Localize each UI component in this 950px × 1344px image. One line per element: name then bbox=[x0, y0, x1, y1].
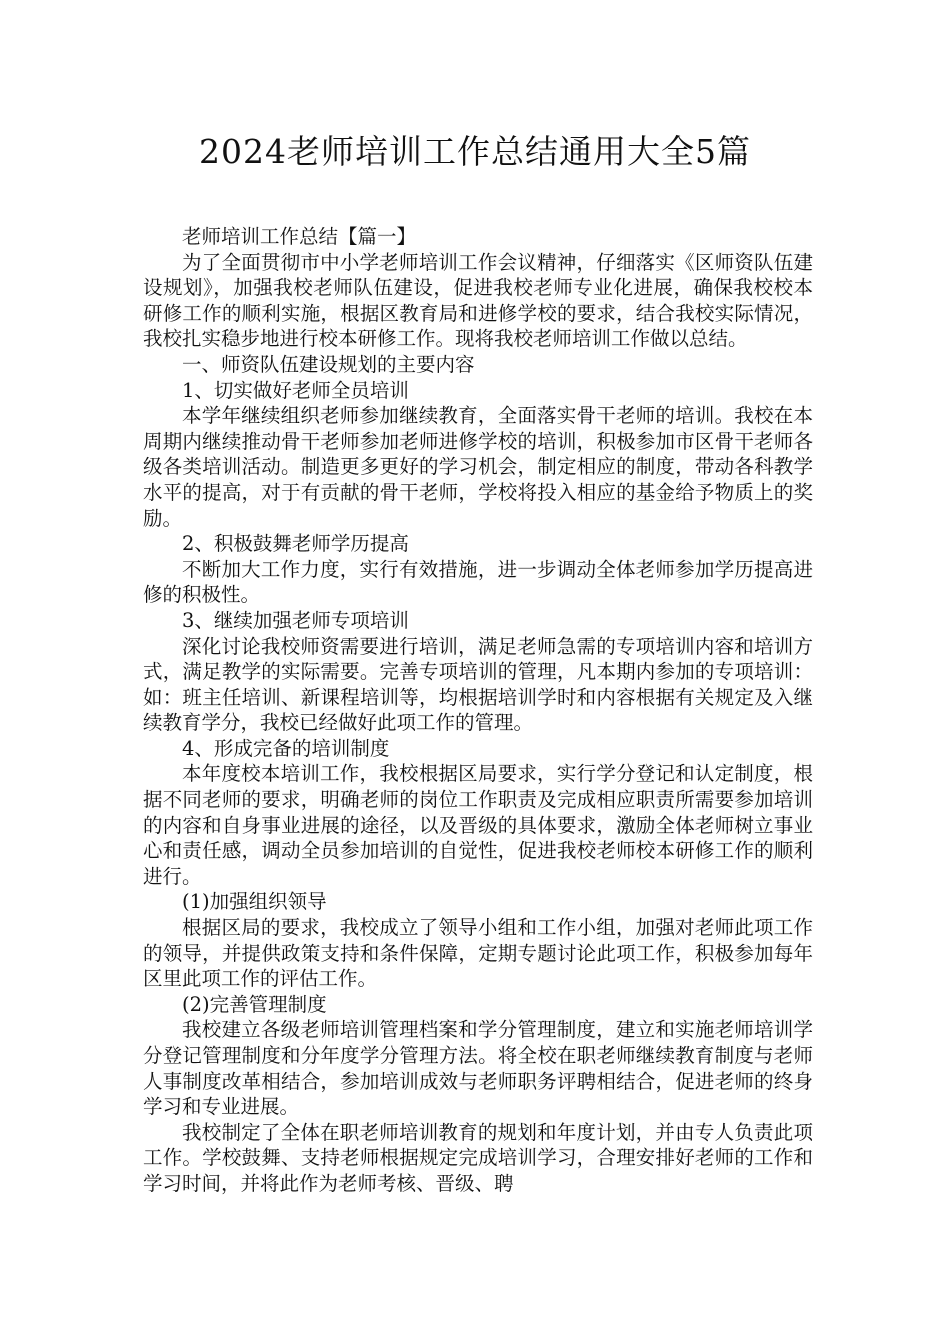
section-heading: 老师培训工作总结【篇一】 bbox=[182, 225, 417, 248]
subheading: (2)完善管理制度 bbox=[182, 992, 327, 1016]
section-heading: 一、师资队伍建设规划的主要内容 bbox=[182, 352, 475, 376]
subheading: 3、继续加强老师专项培训 bbox=[182, 608, 409, 632]
paragraph: 根据区局的要求，我校成立了领导小组和工作小组，加强对老师此项工作的领导，并提供政策支持和条件保障，定期专题讨论此项工作，积极参加每年区里此项工作的评估工作。 bbox=[143, 916, 813, 991]
paragraph: 不断加大工作力度，实行有效措施，进一步调动全体老师参加学历提高进修的积极性。 bbox=[143, 557, 813, 607]
document-body bbox=[143, 224, 813, 1197]
subheading: (1)加强组织领导 bbox=[182, 890, 327, 914]
subheading: 1、切实做好老师全员培训 bbox=[182, 378, 409, 402]
document-title: 2024老师培训工作总结通用大全5篇 bbox=[199, 132, 751, 171]
paragraph: 本年度校本培训工作，我校根据区局要求，实行学分登记和认定制度，根据不同老师的要求，明确老师的岗位工作职责及完成相应职责所需要参加培训的内容和自身事业进展的途径，以及晋级的具体要求，激励全体老师树立事业心和责任感，调动全员参加培训的自觉性，促进我校老师校本研修工作的顺利进行。 bbox=[143, 762, 813, 888]
paragraph: 深化讨论我校师资需要进行培训，满足老师急需的专项培训内容和培训方式，满足教学的实际需要。完善专项培训的管理，凡本期内参加的专项培训：如：班主任培训、新课程培训等，均根据培训学时和内容根据有关规定及入继续教育学分，我校已经做好此项工作的管理。 bbox=[143, 634, 813, 735]
paragraph: 为了全面贯彻市中小学老师培训工作会议精神，仔细落实《区师资队伍建设规划》，加强我校老师队伍建设，促进我校老师专业化进展，确保我校校本研修工作的顺利实施，根据区教育局和进修学校的要求，结合我校实际情况，我校扎实稳步地进行校本研修工作。现将我校老师培训工作做以总结。 bbox=[143, 250, 813, 351]
paragraph: 我校制定了全体在职老师培训教育的规划和年度计划，并由专人负责此项工作。学校鼓舞、支持老师根据规定完成培训学习，合理安排好老师的工作和学习时间，并将此作为老师考核、晋级、聘 bbox=[143, 1120, 813, 1195]
subheading: 4、形成完备的培训制度 bbox=[182, 736, 390, 760]
paragraph: 本学年继续组织老师参加继续教育，全面落实骨干老师的培训。我校在本周期内继续推动骨干老师参加老师进修学校的培训，积极参加市区骨干老师各级各类培训活动。制造更多更好的学习机会，制定相应的制度，带动各科教学水平的提高，对于有贡献的骨干老师，学校将投入相应的基金给予物质上的奖励。 bbox=[143, 404, 813, 530]
paragraph: 我校建立各级老师培训管理档案和学分管理制度，建立和实施老师培训学分登记管理制度和分年度学分管理方法。将全校在职老师继续教育制度与老师人事制度改革相结合，参加培训成效与老师职务评聘相结合，促进老师的终身学习和专业进展。 bbox=[143, 1018, 813, 1119]
subheading: 2、积极鼓舞老师学历提高 bbox=[182, 532, 409, 556]
